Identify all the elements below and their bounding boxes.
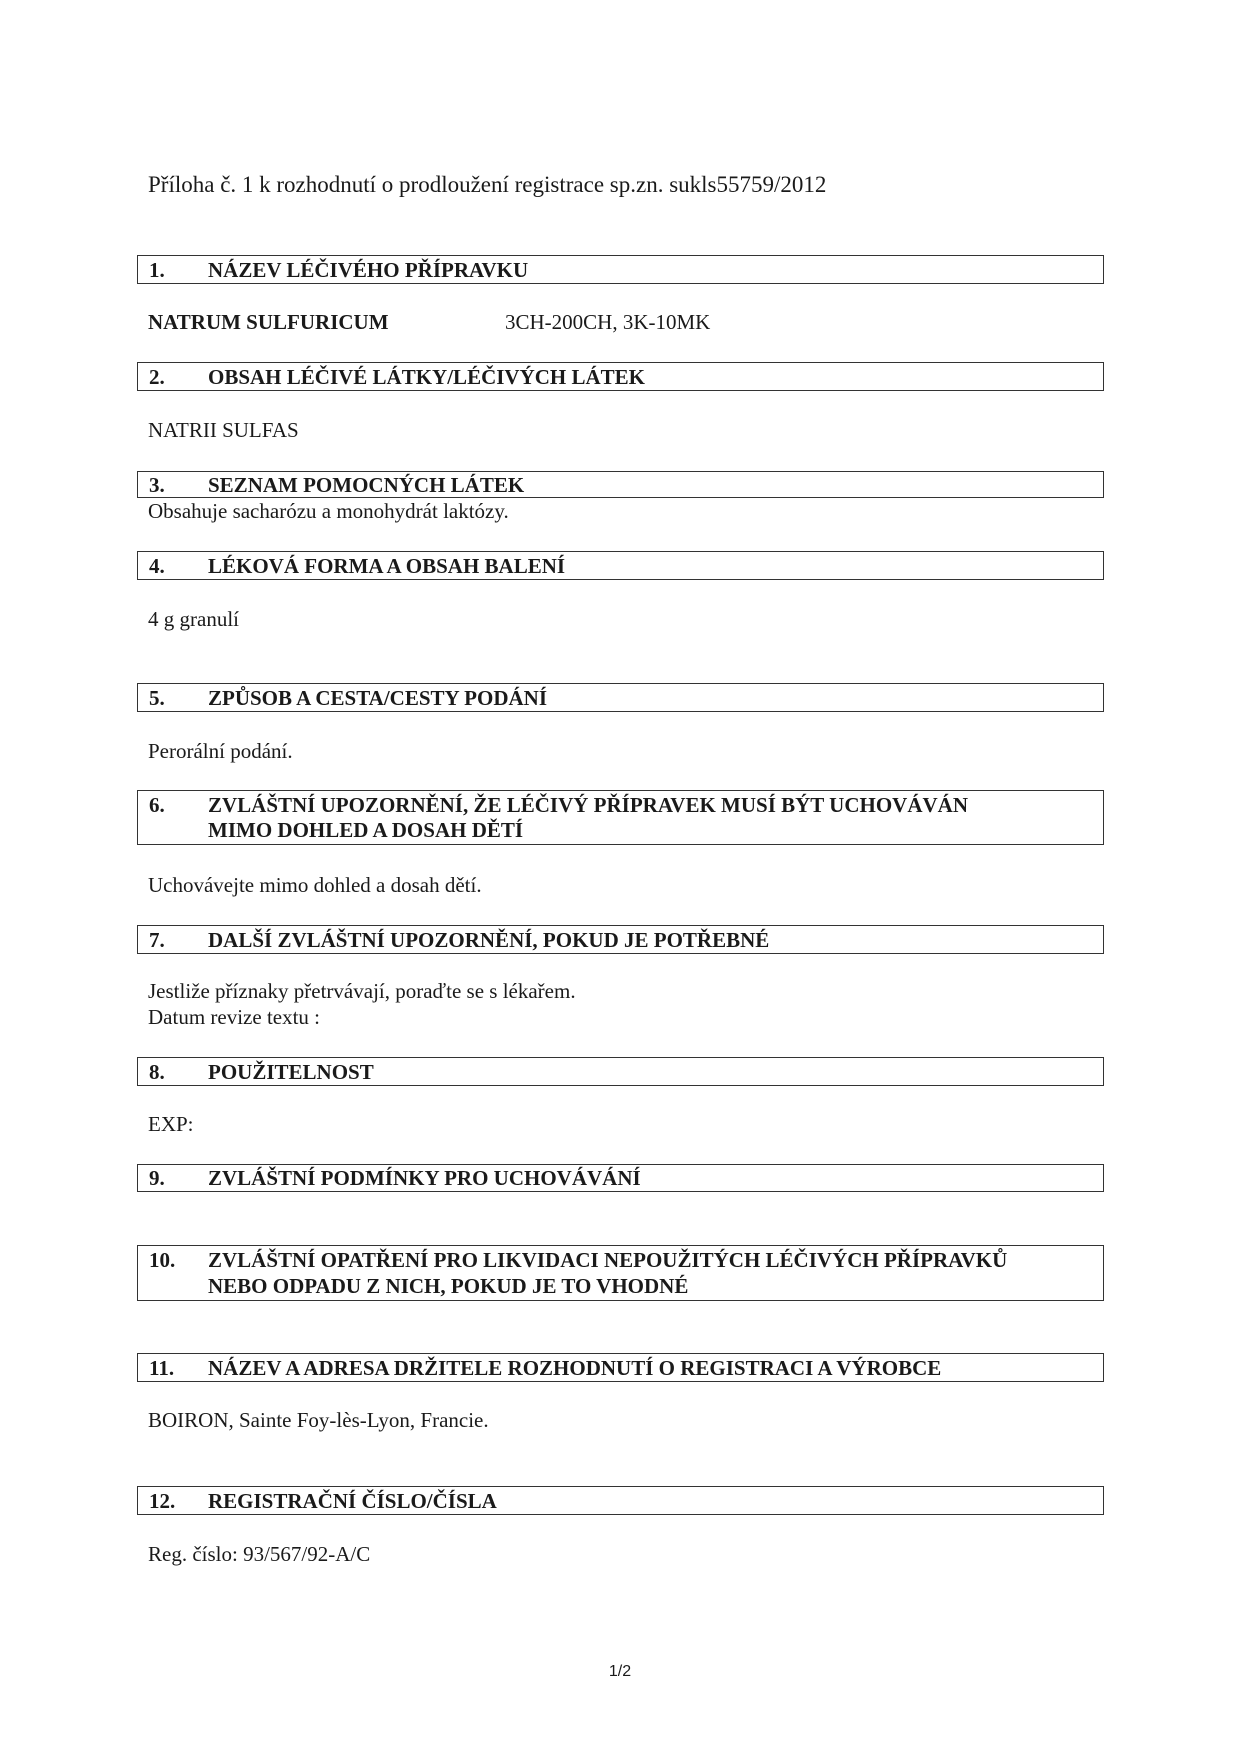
- section-number: 11.: [149, 1356, 175, 1380]
- section-5-header: [137, 683, 1104, 712]
- section-4-header: [137, 551, 1104, 580]
- section-number: 9.: [149, 1166, 165, 1190]
- section-title: SEZNAM POMOCNÝCH LÁTEK: [208, 473, 525, 497]
- section-number: 8.: [149, 1060, 165, 1084]
- section-title: LÉKOVÁ FORMA A OBSAH BALENÍ: [208, 554, 566, 578]
- section-title: OBSAH LÉČIVÉ LÁTKY/LÉČIVÝCH LÁTEK: [208, 365, 646, 389]
- section-3-header: [137, 471, 1104, 498]
- section-6-header: [137, 790, 1104, 845]
- section-number: 12.: [149, 1489, 176, 1513]
- section-number: 5.: [149, 686, 165, 710]
- section-number: 1.: [149, 258, 165, 282]
- section-10-header: [137, 1245, 1104, 1301]
- section-title: DALŠÍ ZVLÁŠTNÍ UPOZORNĚNÍ, POKUD JE POTŘEBNÉ: [208, 928, 770, 952]
- section-number: 7.: [149, 928, 165, 952]
- section-title-line1: ZVLÁŠTNÍ OPATŘENÍ PRO LIKVIDACI NEPOUŽITÝCH LÉČIVÝCH PŘÍPRAVKŮ: [208, 1248, 1008, 1272]
- section-1-header: [137, 255, 1104, 284]
- page-number: 1/2: [608, 1663, 632, 1680]
- section-2-header: [137, 362, 1104, 391]
- section-title: ZPŮSOB A CESTA/CESTY PODÁNÍ: [208, 686, 547, 710]
- section-title: NÁZEV LÉČIVÉHO PŘÍPRAVKU: [208, 258, 529, 282]
- product-name: NATRUM SULFURICUM: [148, 310, 389, 334]
- route-text: Perorální podání.: [148, 739, 293, 763]
- section-title: POUŽITELNOST: [208, 1060, 374, 1084]
- excipients-text: Obsahuje sacharózu a monohydrát laktózy.: [148, 499, 509, 523]
- section-number: 10.: [149, 1248, 176, 1272]
- product-potency: 3CH-200CH, 3K-10MK: [505, 310, 711, 334]
- holder-address: BOIRON, Sainte Foy-lès-Lyon, Francie.: [148, 1408, 489, 1432]
- active-substance: NATRII SULFAS: [148, 418, 299, 442]
- expiry-text: EXP:: [148, 1112, 194, 1136]
- section-title: ZVLÁŠTNÍ PODMÍNKY PRO UCHOVÁVÁNÍ: [208, 1166, 641, 1190]
- registration-number: Reg. číslo: 93/567/92-A/C: [148, 1542, 371, 1566]
- section-title-line1: ZVLÁŠTNÍ UPOZORNĚNÍ, ŽE LÉČIVÝ PŘÍPRAVEK MUSÍ BÝT UCHOVÁVÁN: [208, 793, 968, 817]
- section-number: 3.: [149, 473, 165, 497]
- section-number: 4.: [149, 554, 165, 578]
- document-header: Příloha č. 1 k rozhodnutí o prodloužení registrace sp.zn. sukls55759/2012: [148, 172, 827, 197]
- other-warning: Jestliže příznaky přetrvávají, poraďte se s lékařem.: [148, 979, 576, 1003]
- section-11-header: [137, 1353, 1104, 1382]
- section-12-header: [137, 1486, 1104, 1515]
- section-7-header: [137, 925, 1104, 954]
- section-title: REGISTRAČNÍ ČÍSLO/ČÍSLA: [208, 1489, 497, 1513]
- children-warning: Uchovávejte mimo dohled a dosah dětí.: [148, 873, 482, 897]
- section-number: 2.: [149, 365, 165, 389]
- section-title-line2: NEBO ODPADU Z NICH, POKUD JE TO VHODNÉ: [208, 1274, 689, 1298]
- revision-date: Datum revize textu :: [148, 1005, 321, 1029]
- dosage-form: 4 g granulí: [148, 607, 239, 631]
- section-title-line2: MIMO DOHLED A DOSAH DĚTÍ: [208, 818, 524, 842]
- section-8-header: [137, 1057, 1104, 1086]
- section-number: 6.: [149, 793, 165, 817]
- section-title: NÁZEV A ADRESA DRŽITELE ROZHODNUTÍ O REGISTRACI A VÝROBCE: [208, 1356, 942, 1380]
- section-9-header: [137, 1164, 1104, 1192]
